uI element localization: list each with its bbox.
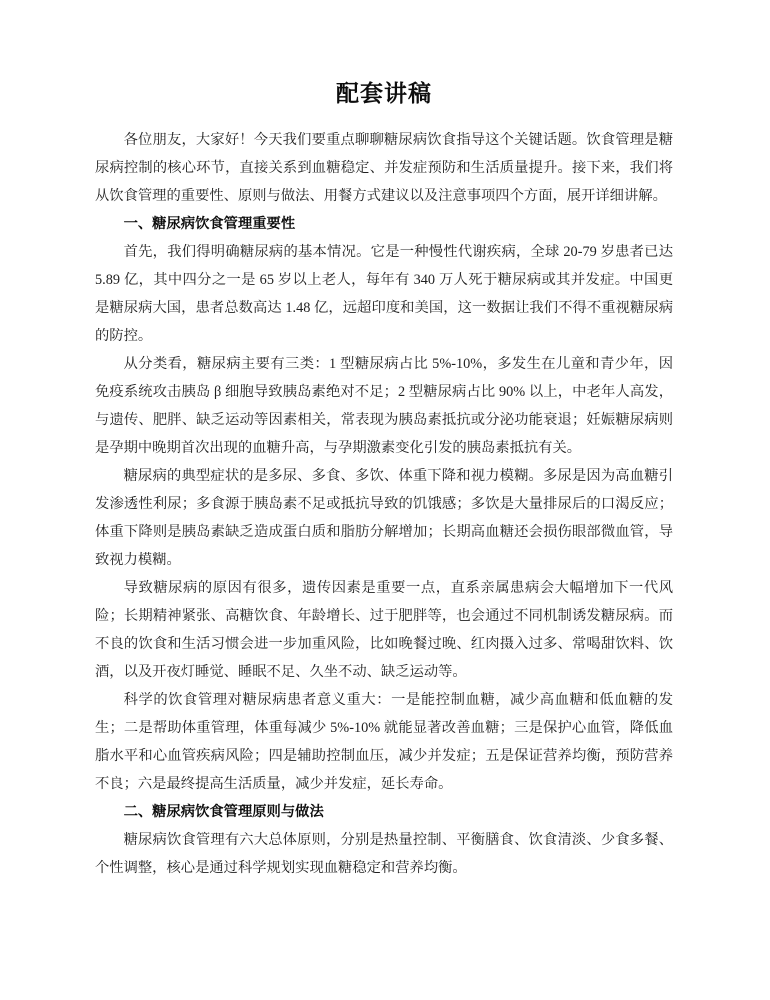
section-heading-1: 一、糖尿病饮食管理重要性: [123, 216, 296, 232]
paragraph-causes: 导致糖尿病的原因有很多，遗传因素是重要一点，直系亲属患病会大幅增加下一代风险；长期精神紧张、高糖饮食、年龄增长、过于肥胖等，也会通过不同机制诱发糖尿病。而不良的饮食和生活习惯会进一步加重风险，比如晚餐过晚、红肉摄入过多、常喝甜饮料、饮酒，以及开夜灯睡觉、睡眠不足、久坐不动、缺乏运动等。: [95, 580, 673, 680]
paragraph-intro: 各位朋友，大家好！今天我们要重点聊聊糖尿病饮食指导这个关键话题。饮食管理是糖尿病控制的核心环节，直接关系到血糖稳定、并发症预防和生活质量提升。接下来，我们将从饮食管理的重要性、原则与做法、用餐方式建议以及注意事项四个方面，展开详细讲解。: [95, 132, 673, 204]
paragraph-principles: 糖尿病饮食管理有六大总体原则，分别是热量控制、平衡膳食、饮食清淡、少食多餐、个性调整，核心是通过科学规划实现血糖稳定和营养均衡。: [95, 832, 673, 876]
paragraph-classification: 从分类看，糖尿病主要有三类：1 型糖尿病占比 5%-10%，多发生在儿童和青少年，因免疫系统攻击胰岛 β 细胞导致胰岛素绝对不足；2 型糖尿病占比 90% 以上，中老年人高发，与遗传、肥胖、缺乏运动等因素相关，常表现为胰岛素抵抗或分泌功能衰退；妊娠糖尿病则是孕期中晚期首次出现的血糖升高，与孕期激素变化引发的胰岛素抵抗有关。: [95, 356, 673, 456]
paragraph-basics: 首先，我们得明确糖尿病的基本情况。它是一种慢性代谢疾病，全球 20-79 岁患者已达 5.89 亿，其中四分之一是 65 岁以上老人，每年有 340 万人死于糖尿病或其并发症。中国更是糖尿病大国，患者总数高达 1.48 亿，远超印度和美国，这一数据让我们不得不重视糖尿病的防控。: [95, 244, 673, 344]
document-body: [95, 0, 673, 882]
paragraph-symptoms: 糖尿病的典型症状的是多尿、多食、多饮、体重下降和视力模糊。多尿是因为高血糖引发渗透性利尿；多食源于胰岛素不足或抵抗导致的饥饿感；多饮是大量排尿后的口渴反应；体重下降则是胰岛素缺乏造成蛋白质和脂肪分解增加；长期高血糖还会损伤眼部微血管，导致视力模糊。: [95, 468, 673, 568]
page-title: 配套讲稿: [336, 81, 432, 106]
paragraph-significance: 科学的饮食管理对糖尿病患者意义重大：一是能控制血糖，减少高血糖和低血糖的发生；二是帮助体重管理，体重每减少 5%-10% 就能显著改善血糖；三是保护心血管，降低血脂水平和心血管疾病风险；四是辅助控制血压，减少并发症；五是保证营养均衡，预防营养不良；六是最终提高生活质量，减少并发症，延长寿命。: [95, 692, 673, 792]
section-heading-2: 二、糖尿病饮食管理原则与做法: [123, 804, 324, 820]
